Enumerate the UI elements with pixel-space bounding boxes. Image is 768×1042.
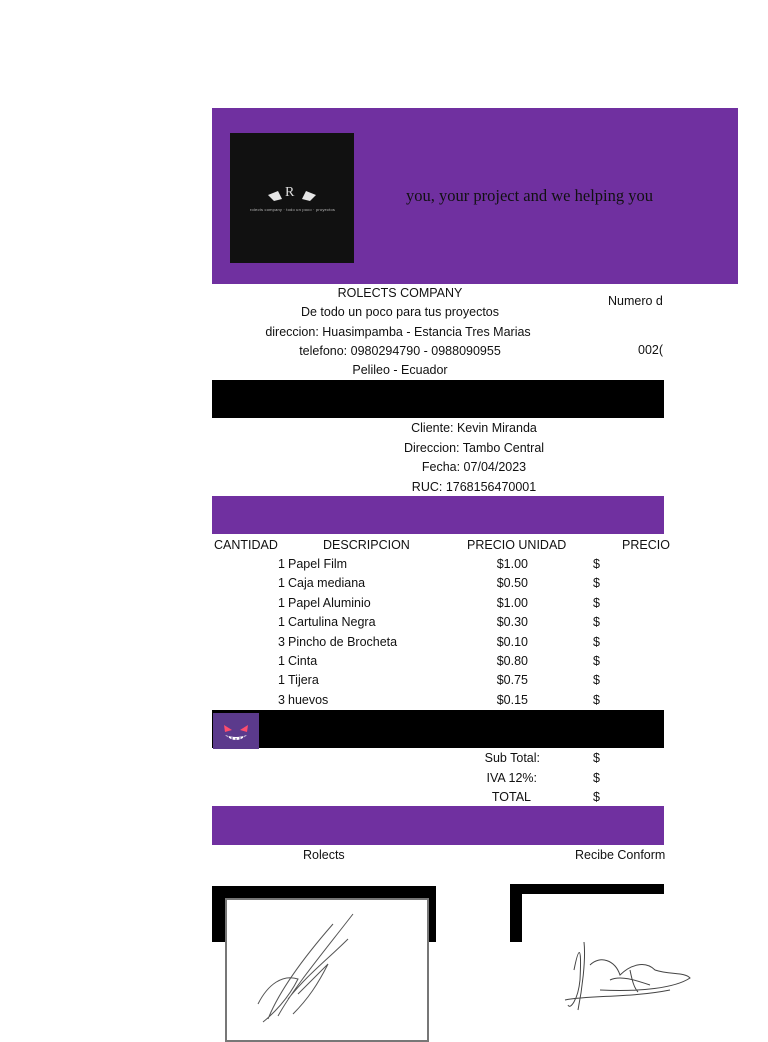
company-phone: telefono: 0980294790 - 0988090955 [299, 344, 501, 358]
row-desc: Cinta [288, 654, 318, 668]
signature-right-label-clip [575, 848, 664, 864]
row-currency: $ [593, 693, 600, 707]
row-currency: $ [593, 635, 600, 649]
row-unit-price: $1.00 [496, 557, 528, 571]
row-unit-price: $0.75 [496, 673, 528, 687]
row-qty: 1 [278, 654, 285, 668]
invoice-date: Fecha: 07/04/2023 [421, 460, 527, 474]
row-desc: huevos [288, 693, 329, 707]
row-currency: $ [593, 596, 600, 610]
separator-band-dark [212, 380, 664, 418]
total-currency: $ [593, 790, 600, 804]
signature-left [238, 904, 378, 1024]
signature-right [560, 930, 700, 1020]
separator-band-purple [212, 496, 664, 534]
row-qty: 3 [278, 693, 285, 707]
row-desc: Tijera [288, 673, 319, 687]
row-currency: $ [593, 615, 600, 629]
logo-caption: rolects company · todo un poco · proyectos [250, 207, 336, 212]
tagline-clip [406, 186, 664, 208]
header-precio-unidad: PRECIO UNIDAD [467, 538, 567, 552]
row-currency: $ [593, 576, 600, 590]
iva-currency: $ [593, 771, 600, 785]
row-desc: Papel Film [288, 557, 348, 571]
row-desc: Cartulina Negra [288, 615, 376, 629]
company-logo [230, 133, 354, 263]
row-currency: $ [593, 654, 600, 668]
row-desc: Papel Aluminio [288, 596, 371, 610]
signature-box-left [212, 886, 436, 1024]
header-precio: PRECIO [622, 538, 670, 552]
row-currency: $ [593, 557, 600, 571]
row-desc: Pincho de Brocheta [288, 635, 398, 649]
logo-monogram: R [285, 185, 296, 200]
invoice-number-value-clip [638, 343, 664, 359]
iva-label: IVA 12%: [486, 771, 537, 785]
row-unit-price: $0.80 [496, 654, 528, 668]
row-qty: 1 [278, 576, 285, 590]
company-city: Pelileo - Ecuador [352, 363, 448, 377]
row-qty: 1 [278, 673, 285, 687]
separator-band-purple-2 [212, 806, 664, 845]
row-qty: 1 [278, 596, 285, 610]
row-unit-price: $1.00 [496, 596, 528, 610]
company-slogan: De todo un poco para tus proyectos [300, 305, 500, 319]
subtotal-label: Sub Total: [484, 751, 540, 765]
row-unit-price: $0.10 [496, 635, 528, 649]
row-qty: 1 [278, 557, 285, 571]
invoice-number-label: Numero d [608, 294, 663, 308]
row-unit-price: $0.15 [496, 693, 528, 707]
row-qty: 3 [278, 635, 285, 649]
subtotal-currency: $ [593, 751, 600, 765]
row-desc: Caja mediana [288, 576, 366, 590]
row-qty: 1 [278, 615, 285, 629]
header-precio-clip [622, 538, 670, 554]
signature-right-label: Recibe Conform [575, 848, 666, 862]
client-address: Direccion: Tambo Central [403, 441, 545, 455]
invoice-number-value: 002( [638, 343, 664, 357]
header-cantidad: CANTIDAD [214, 538, 278, 552]
total-label: TOTAL [491, 790, 531, 804]
company-name: ROLECTS COMPANY [337, 286, 463, 300]
invoice-number-label-clip [608, 294, 664, 310]
row-currency: $ [593, 673, 600, 687]
row-unit-price: $0.30 [496, 615, 528, 629]
signature-left-label: Rolects [303, 848, 345, 862]
row-unit-price: $0.50 [496, 576, 528, 590]
header-descripcion: DESCRIPCION [323, 538, 410, 552]
company-address: direccion: Huasimpamba - Estancia Tres Marias [265, 325, 531, 339]
mascot-icon [213, 713, 259, 749]
client-name: Cliente: Kevin Miranda [411, 421, 537, 435]
tagline: you, your project and we helping you [406, 186, 653, 205]
separator-band-dark-2 [212, 710, 664, 748]
client-ruc: RUC: 1768156470001 [411, 480, 537, 494]
